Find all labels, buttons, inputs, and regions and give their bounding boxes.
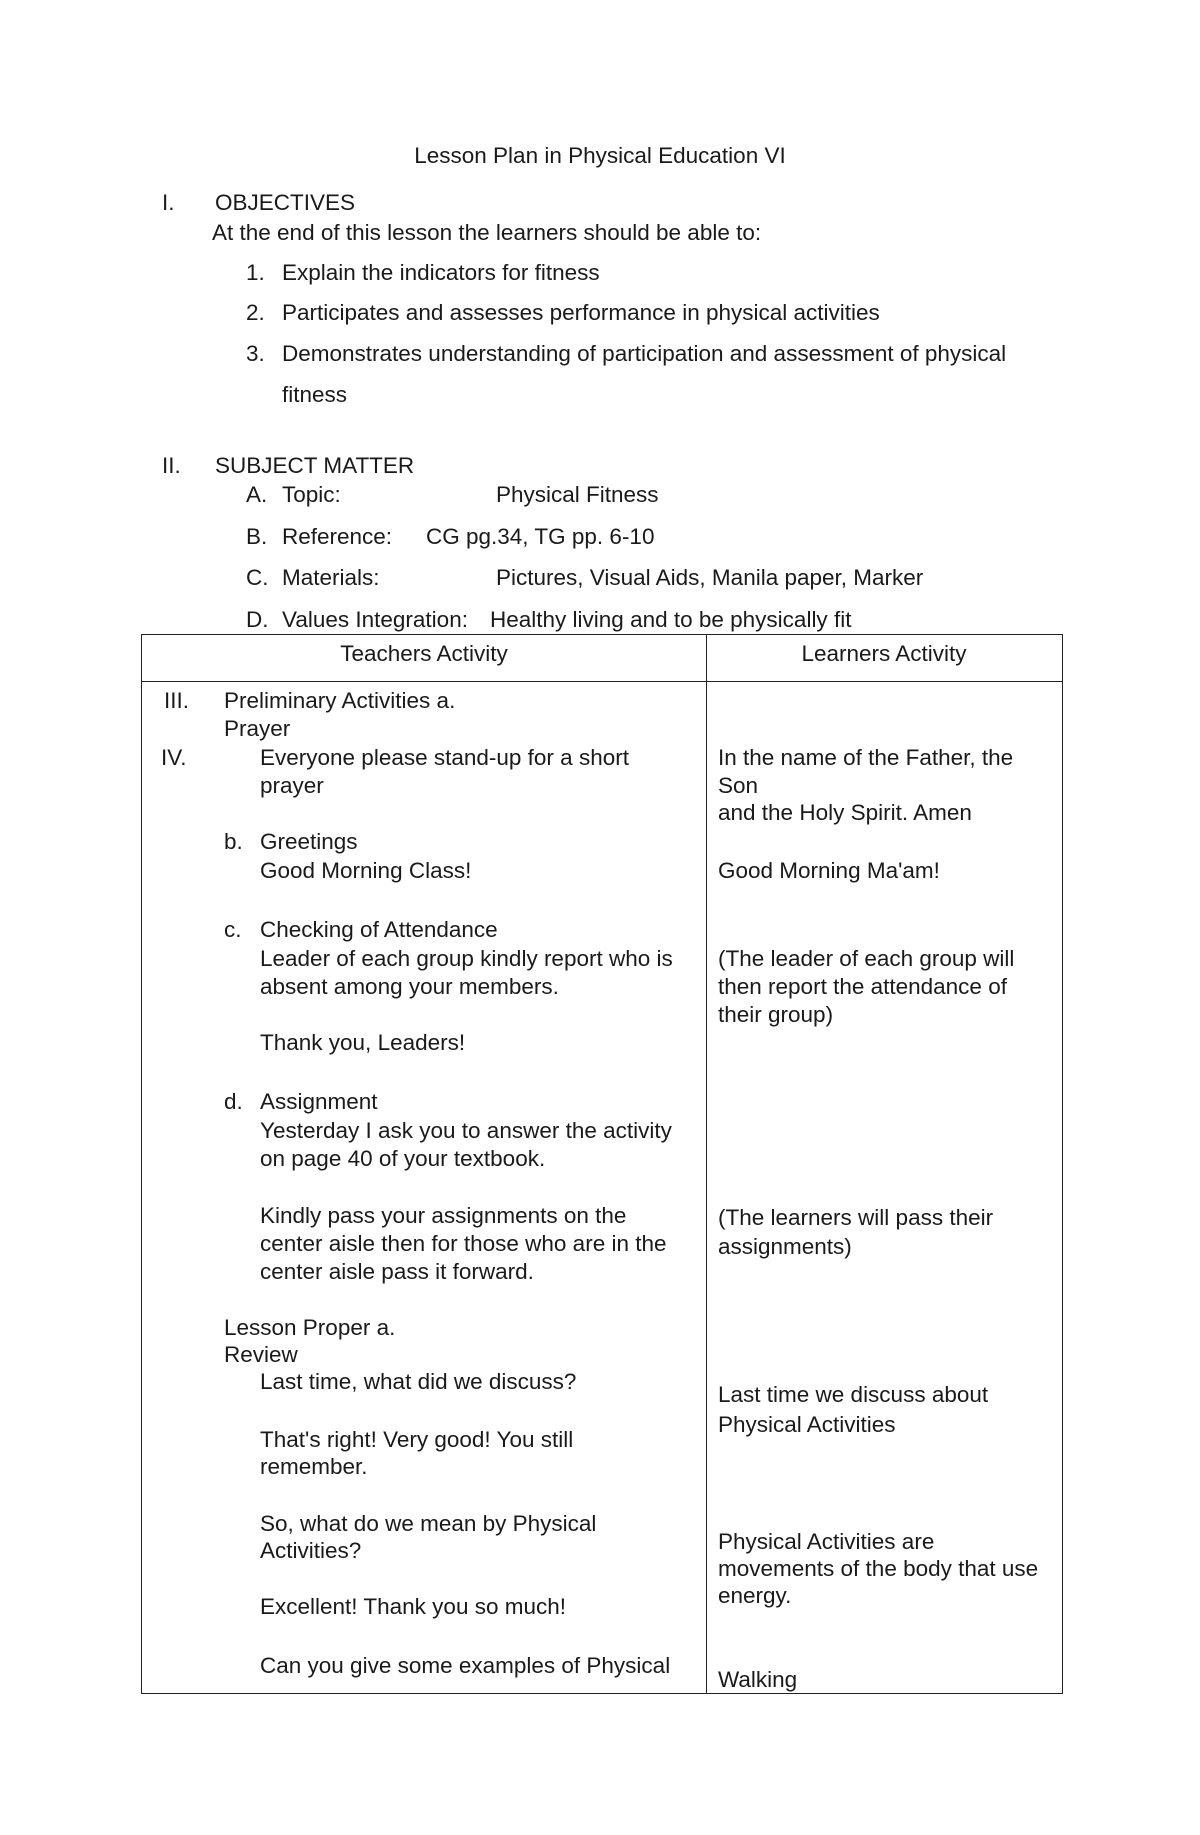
attendance-heading: Checking of Attendance <box>260 917 498 942</box>
item-letter: b. <box>224 829 243 854</box>
teacher-line: Leader of each group kindly report who is <box>260 946 673 971</box>
objective-item: Participates and assesses performance in physical activities <box>282 300 880 325</box>
learner-line: In the name of the Father, the <box>718 745 1014 770</box>
item-letter: c. <box>224 917 242 942</box>
learner-line: movements of the body that use <box>718 1556 1039 1581</box>
objectives-numeral: I. <box>162 190 175 215</box>
review-heading: Review <box>224 1342 298 1367</box>
preliminary-activities-heading: Preliminary Activities a. <box>224 688 456 713</box>
teacher-line: Can you give some examples of Physical <box>260 1653 671 1678</box>
subject-matter-heading: SUBJECT MATTER <box>215 453 415 478</box>
subject-item-letter: A. <box>246 482 268 507</box>
subject-item-value: Healthy living and to be physically fit <box>490 607 852 632</box>
subject-item-value: Pictures, Visual Aids, Manila paper, Marker <box>496 565 924 590</box>
teacher-line: So, what do we mean by Physical <box>260 1511 597 1536</box>
learner-line: assignments) <box>718 1234 852 1259</box>
learner-line: their group) <box>718 1002 834 1027</box>
teacher-line: Last time, what did we discuss? <box>260 1369 577 1394</box>
teacher-line: Yesterday I ask you to answer the activity <box>260 1118 672 1143</box>
learner-line: Physical Activities <box>718 1412 896 1437</box>
subject-item-letter: C. <box>246 565 269 590</box>
assignment-heading: Assignment <box>260 1089 378 1114</box>
teacher-line: Excellent! Thank you so much! <box>260 1594 566 1619</box>
teacher-line: absent among your members. <box>260 974 559 999</box>
header-divider <box>142 681 1062 682</box>
page-title: Lesson Plan in Physical Education VI <box>414 143 786 168</box>
learners-activity-header: Learners Activity <box>801 641 967 666</box>
item-letter: d. <box>224 1089 243 1114</box>
greetings-heading: Greetings <box>260 829 358 854</box>
teachers-activity-header: Teachers Activity <box>340 641 508 666</box>
objective-item: Explain the indicators for fitness <box>282 260 600 285</box>
learner-line: (The leader of each group will <box>718 946 1015 971</box>
learner-line: energy. <box>718 1583 792 1608</box>
learner-line: Last time we discuss about <box>718 1382 989 1407</box>
teacher-line: That's right! Very good! You still <box>260 1427 574 1452</box>
teacher-line: prayer <box>260 773 324 798</box>
lesson-proper-heading: Lesson Proper a. <box>224 1315 396 1340</box>
objective-number: 1. <box>246 260 265 285</box>
subject-item-label: Materials: <box>282 565 380 590</box>
subject-item-letter: B. <box>246 524 268 549</box>
objective-number: 2. <box>246 300 265 325</box>
learner-line: and the Holy Spirit. Amen <box>718 800 972 825</box>
teacher-line: Kindly pass your assignments on the <box>260 1203 627 1228</box>
subject-item-label: Topic: <box>282 482 341 507</box>
subject-matter-numeral: II. <box>162 453 181 478</box>
learner-line: Good Morning Ma'am! <box>718 858 940 883</box>
teacher-line: center aisle then for those who are in the <box>260 1231 667 1256</box>
objectives-heading: OBJECTIVES <box>215 190 356 215</box>
subject-item-label: Reference: <box>282 524 393 549</box>
objective-item: Demonstrates understanding of participation and assessment of physical <box>282 341 1007 366</box>
subject-item-label: Values Integration: <box>282 607 468 632</box>
prayer-heading: Prayer <box>224 716 291 741</box>
learner-line: Walking <box>718 1667 798 1692</box>
subject-item-letter: D. <box>246 607 269 632</box>
section-numeral: III. <box>164 688 190 713</box>
teacher-line: center aisle pass it forward. <box>260 1259 534 1284</box>
teacher-line: Thank you, Leaders! <box>260 1030 466 1055</box>
objective-number: 3. <box>246 341 265 366</box>
objectives-intro: At the end of this lesson the learners should be able to: <box>212 220 762 245</box>
learner-line: Physical Activities are <box>718 1529 935 1554</box>
column-divider <box>706 635 707 1693</box>
teacher-line: remember. <box>260 1454 368 1479</box>
teacher-line: Everyone please stand-up for a short <box>260 745 629 770</box>
subject-item-value: CG pg.34, TG pp. 6-10 <box>426 524 655 549</box>
learner-line: (The learners will pass their <box>718 1205 994 1230</box>
learner-line: Son <box>718 773 759 798</box>
subject-item-value: Physical Fitness <box>496 482 659 507</box>
activity-table <box>141 634 1063 1694</box>
section-numeral: IV. <box>161 745 187 770</box>
learner-line: then report the attendance of <box>718 974 1007 999</box>
teacher-line: Activities? <box>260 1538 362 1563</box>
teacher-line: Good Morning Class! <box>260 858 472 883</box>
objective-item-continuation: fitness <box>282 382 348 407</box>
teacher-line: on page 40 of your textbook. <box>260 1146 546 1171</box>
